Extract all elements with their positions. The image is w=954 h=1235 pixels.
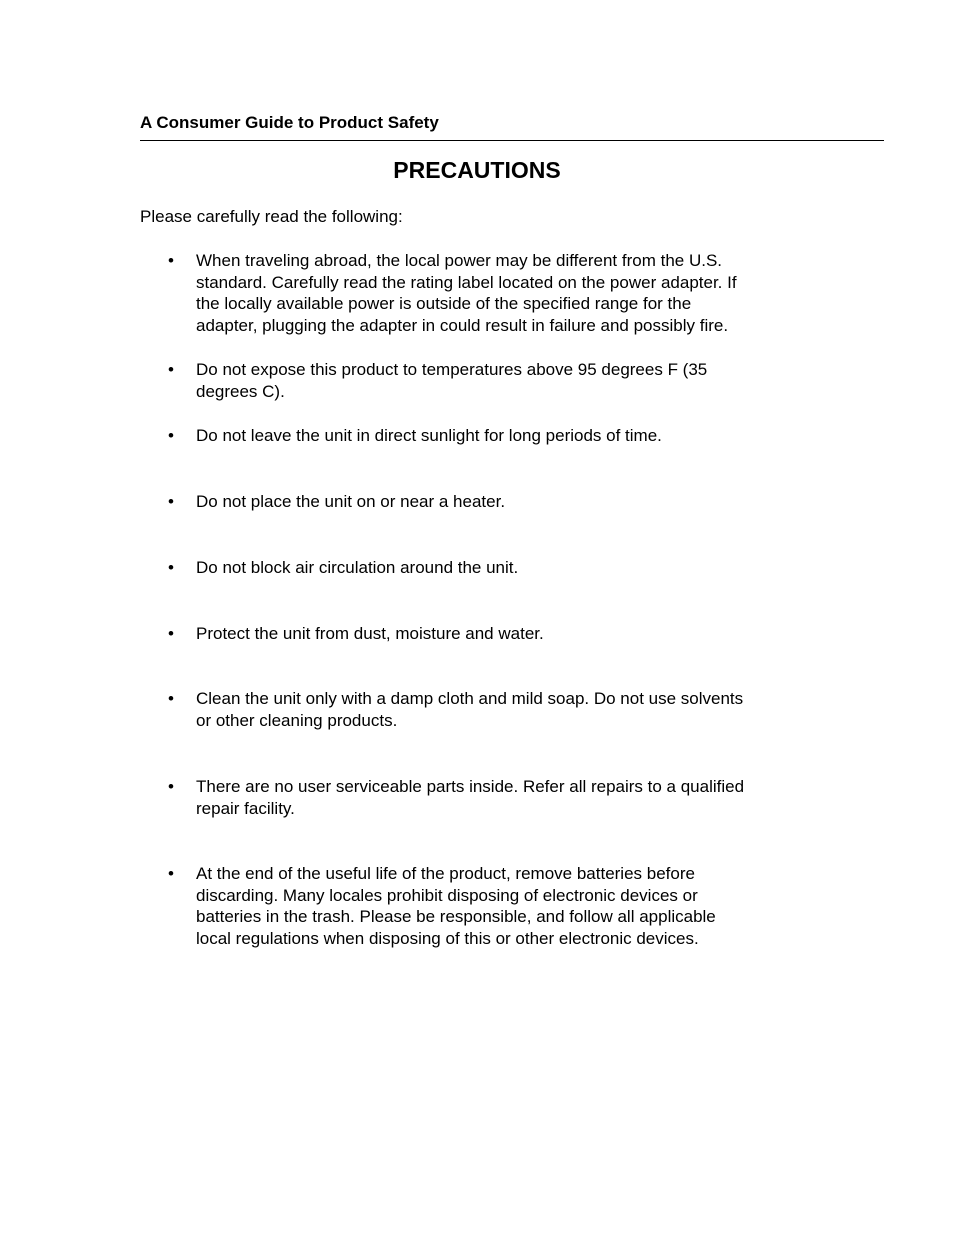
list-item-text: When traveling abroad, the local power may be different from the U.S. standard. Carefully read the rating label located on the power adapter. If the locally available power is outside of the specified range for the adapter, plugging the adapter in could result in failure and possibly fire. [196, 251, 737, 335]
list-item-text: Clean the unit only with a damp cloth and mild soap. Do not use solvents or other cleaning products. [196, 689, 744, 730]
bullet-icon: • [168, 492, 174, 511]
bullet-icon: • [168, 624, 174, 643]
list-item-text: Do not place the unit on or near a heater. [196, 492, 506, 511]
header-divider [140, 140, 884, 141]
bullet-icon: • [168, 689, 174, 708]
page-title: PRECAUTIONS [393, 157, 561, 183]
list-item-text: At the end of the useful life of the product, remove batteries before discarding. Many locales prohibit disposing of electronic devices or batteries in the trash. Please be responsible, and follow all applicable local regulations when disposing of this or other electronic devices. [196, 864, 716, 948]
intro-text: Please carefully read the following: [140, 207, 403, 226]
header-title: A Consumer Guide to Product Safety [140, 113, 439, 132]
list-item-text: Do not leave the unit in direct sunlight for long periods of time. [196, 426, 662, 445]
bullet-icon: • [168, 360, 174, 379]
list-item-text: Do not block air circulation around the unit. [196, 558, 519, 577]
bullet-icon: • [168, 558, 174, 577]
list-item-text: Protect the unit from dust, moisture and water. [196, 624, 544, 643]
bullet-icon: • [168, 426, 174, 445]
list-item-text: Do not expose this product to temperatures above 95 degrees F (35 degrees C). [196, 360, 708, 401]
bullet-icon: • [168, 251, 174, 270]
bullet-icon: • [168, 864, 174, 883]
list-item-text: There are no user serviceable parts inside. Refer all repairs to a qualified repair facility. [196, 777, 745, 818]
bullet-icon: • [168, 777, 174, 796]
